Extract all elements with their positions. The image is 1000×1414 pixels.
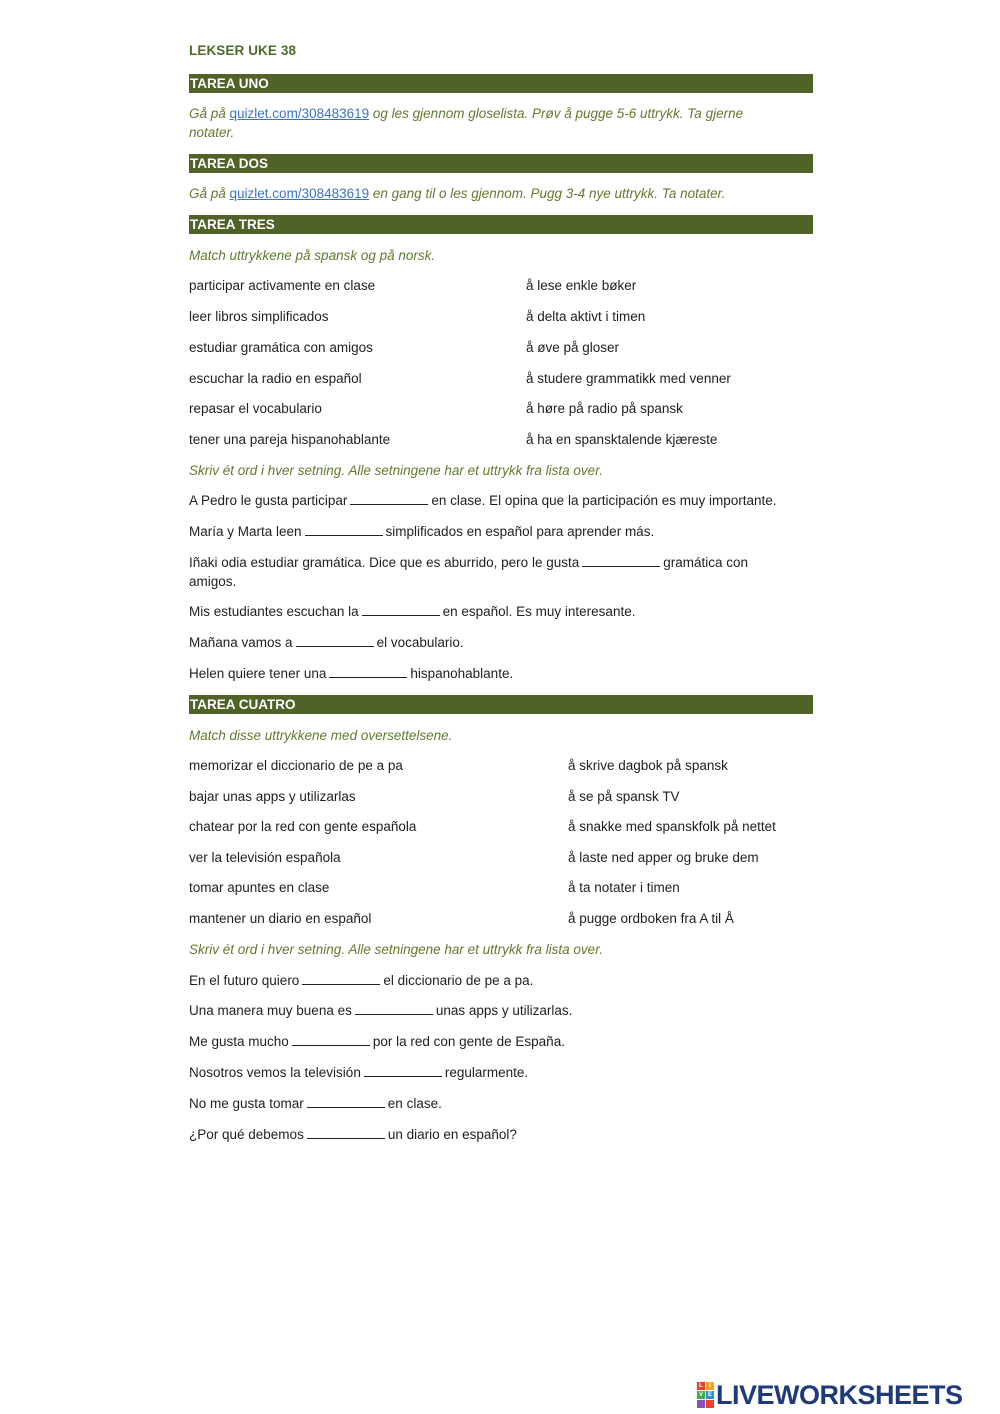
sentence-start: Mañana vamos a	[189, 635, 293, 650]
sentence-start: ¿Por qué debemos	[189, 1127, 304, 1142]
spanish-expression: estudiar gramática con amigos	[189, 340, 373, 355]
tarea-tres-fill-instruction: Skriv ét ord i hver setning. Alle setningene har et uttrykk fra lista over.	[189, 463, 603, 478]
fill-sentence	[189, 491, 809, 510]
norwegian-expression: å øve på gloser	[526, 340, 620, 355]
sentence-end: regularmente.	[444, 1065, 529, 1080]
instruction-text: og les gjennom gloselista. Prøv å pugge 5-6 uttrykk. Ta gjerne notater.	[189, 106, 744, 140]
answer-blank[interactable]	[307, 1095, 385, 1108]
sentence-end: hispanohablante.	[410, 666, 514, 681]
norwegian-expression: å pugge ordboken fra A til Å	[568, 911, 734, 926]
spanish-expression: mantener un diario en español	[189, 911, 372, 926]
spanish-expression: ver la televisión española	[189, 850, 341, 865]
fill-sentence	[189, 1032, 809, 1051]
spanish-expression: tomar apuntes en clase	[189, 880, 330, 895]
spanish-expression: escuchar la radio en español	[189, 371, 362, 386]
sentence-start: Helen quiere tener una	[189, 666, 327, 681]
norwegian-expression: å studere grammatikk med venner	[526, 371, 731, 386]
section-heading-tarea-tres: TAREA TRES	[189, 215, 813, 234]
norwegian-expression: å lese enkle bøker	[526, 278, 637, 293]
sentence-start: No me gusta tomar	[189, 1096, 304, 1111]
fill-sentence	[189, 602, 809, 621]
fill-sentence	[189, 1063, 809, 1082]
spanish-expression: tener una pareja hispanohablante	[189, 432, 391, 447]
spanish-expression: bajar unas apps y utilizarlas	[189, 789, 356, 804]
sentence-end: simplificados en español para aprender más.	[385, 524, 655, 539]
answer-blank[interactable]	[355, 1002, 433, 1015]
sentence-end: el vocabulario.	[376, 635, 464, 650]
spanish-expression: chatear por la red con gente española	[189, 819, 417, 834]
sentence-start: Una manera muy buena es	[189, 1003, 352, 1018]
norwegian-expression: å høre på radio på spansk	[526, 401, 683, 416]
liveworksheets-logo[interactable]	[697, 1380, 963, 1410]
fill-sentence	[189, 1001, 809, 1020]
spanish-expression: participar activamente en clase	[189, 278, 376, 293]
tarea-uno-instruction	[189, 104, 789, 142]
sentence-start: Me gusta mucho	[189, 1034, 289, 1049]
spanish-expression: memorizar el diccionario de pe a pa	[189, 758, 403, 773]
answer-blank[interactable]	[292, 1033, 370, 1046]
spanish-expression: leer libros simplificados	[189, 309, 329, 324]
answer-blank[interactable]	[296, 634, 374, 647]
sentence-start: Mis estudiantes escuchan la	[189, 604, 359, 619]
answer-blank[interactable]	[582, 554, 660, 567]
answer-blank[interactable]	[364, 1064, 442, 1077]
fill-sentence	[189, 522, 809, 541]
instruction-text: Gå på	[189, 186, 230, 201]
tarea-cuatro-fill-instruction: Skriv ét ord i hver setning. Alle setningene har et uttrykk fra lista over.	[189, 942, 603, 957]
quizlet-link[interactable]: quizlet.com/308483619	[229, 186, 370, 201]
answer-blank[interactable]	[307, 1126, 385, 1139]
logo-cube: L	[697, 1382, 705, 1390]
norwegian-expression: å delta aktivt i timen	[526, 309, 646, 324]
logo-wordmark: LIVEWORKSHEETS	[716, 1379, 963, 1410]
fill-sentence	[189, 633, 809, 652]
spanish-expression: repasar el vocabulario	[189, 401, 322, 416]
fill-sentence	[189, 664, 809, 683]
norwegian-expression: å ta notater i timen	[568, 880, 680, 895]
instruction-text: Gå på	[189, 106, 230, 121]
sentence-start: María y Marta leen	[189, 524, 302, 539]
tarea-tres-match-instruction: Match uttrykkene på spansk og på norsk.	[189, 248, 436, 263]
sentence-end: en clase.	[387, 1096, 442, 1111]
sentence-end: un diario en español?	[387, 1127, 517, 1142]
sentence-end: el diccionario de pe a pa.	[383, 973, 534, 988]
sentence-start: En el futuro quiero	[189, 973, 300, 988]
fill-sentence	[189, 553, 789, 591]
section-heading-tarea-cuatro: TAREA CUATRO	[189, 695, 813, 714]
quizlet-link[interactable]: quizlet.com/308483619	[229, 106, 370, 121]
answer-blank[interactable]	[302, 972, 380, 985]
fill-sentence	[189, 1125, 809, 1144]
sentence-end: unas apps y utilizarlas.	[435, 1003, 573, 1018]
sentence-end: gramática con amigos.	[189, 555, 749, 589]
worksheet-title: LEKSER UKE 38	[189, 43, 297, 58]
answer-blank[interactable]	[350, 492, 428, 505]
norwegian-expression: å laste ned apper og bruke dem	[568, 850, 759, 865]
logo-cube	[697, 1400, 705, 1408]
sentence-start: A Pedro le gusta participar	[189, 493, 348, 508]
answer-blank[interactable]	[305, 523, 383, 536]
norwegian-expression: å se på spansk TV	[568, 789, 680, 804]
tarea-dos-instruction	[189, 184, 789, 203]
logo-cube: I	[706, 1382, 714, 1390]
fill-sentence	[189, 971, 809, 990]
logo-cube	[706, 1400, 714, 1408]
tarea-cuatro-match-instruction: Match disse uttrykkene med oversettelsene.	[189, 728, 453, 743]
section-heading-tarea-dos: TAREA DOS	[189, 154, 813, 173]
answer-blank[interactable]	[329, 665, 407, 678]
norwegian-expression: å snakke med spanskfolk på nettet	[568, 819, 776, 834]
sentence-end: en español. Es muy interesante.	[442, 604, 636, 619]
instruction-text: en gang til o les gjennom. Pugg 3-4 nye uttrykk. Ta notater.	[369, 186, 726, 201]
sentence-start: Iñaki odia estudiar gramática. Dice que es aburrido, pero le gusta	[189, 555, 580, 570]
logo-cube: V	[698, 1392, 703, 1398]
norwegian-expression: å skrive dagbok på spansk	[568, 758, 728, 773]
section-heading-tarea-uno: TAREA UNO	[189, 74, 813, 93]
logo-cubes-icon	[697, 1382, 714, 1408]
sentence-end: en clase. El opina que la participación es muy importante.	[431, 493, 777, 508]
sentence-end: por la red con gente de España.	[372, 1034, 565, 1049]
fill-sentence	[189, 1094, 809, 1113]
logo-cube: E	[707, 1392, 712, 1398]
answer-blank[interactable]	[362, 603, 440, 616]
sentence-start: Nosotros vemos la televisión	[189, 1065, 361, 1080]
norwegian-expression: å ha en spansktalende kjæreste	[526, 432, 718, 447]
